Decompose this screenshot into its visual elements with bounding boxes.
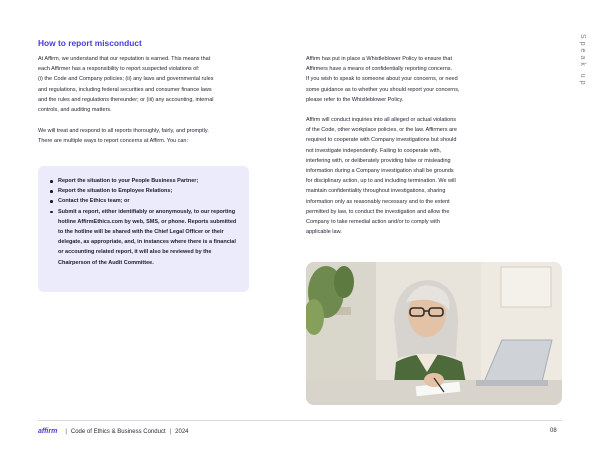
text-line: each Affirmer has a responsibility to report suspected violations of: bbox=[38, 66, 200, 73]
text-line: of the Code, other workplace policies, or the law. Affirmers are bbox=[306, 127, 457, 134]
text-line: and regulations, including federal securities and consumer finance laws bbox=[38, 86, 212, 93]
text-line: please refer to the Whistleblower Policy. bbox=[306, 96, 404, 103]
text-line: required to cooperate with Company investigations but should bbox=[306, 137, 457, 144]
investigations-paragraph bbox=[306, 115, 496, 237]
section-heading: How to report misconduct bbox=[38, 38, 142, 48]
text-line: information during a Company investigation shall be grounds bbox=[306, 168, 454, 175]
footer-doc-title: Code of Ethics & Business Conduct bbox=[70, 428, 166, 435]
text-line: some guidance as to whether you should report your concerns, bbox=[306, 86, 460, 93]
reporting-options-list bbox=[50, 176, 240, 268]
text-line: controls, and auditing matters. bbox=[38, 107, 112, 114]
footer bbox=[38, 428, 189, 435]
whistleblower-paragraph bbox=[306, 54, 496, 105]
footer-separator: | bbox=[65, 428, 67, 435]
text-line: applicable law. bbox=[306, 229, 342, 236]
footer-separator: | bbox=[169, 428, 172, 435]
list-item: Contact the Ethics team; or bbox=[50, 196, 240, 206]
text-line: permitted by law, to conduct the investigation and allow the bbox=[306, 208, 450, 215]
reporting-options-callout bbox=[38, 166, 249, 292]
text-line: information only as reasonably necessary and to the extent bbox=[306, 198, 450, 205]
text-line: There are multiple ways to report concerns at Affirm. You can: bbox=[38, 138, 189, 145]
footer-divider bbox=[38, 420, 562, 421]
list-item: Report the situation to Employee Relations; bbox=[50, 186, 240, 196]
intro-paragraph bbox=[38, 54, 278, 115]
text-line: for disciplinary action, up to and including termination. We will bbox=[306, 178, 456, 185]
reporting-options-intro bbox=[38, 126, 278, 146]
photo-woman-writing-at-laptop bbox=[306, 262, 562, 405]
side-section-label: Speak up bbox=[579, 34, 586, 88]
text-line: interfering with, or deliberately providing false or misleading bbox=[306, 157, 451, 164]
text-line: and the rules and regulations thereunder; or (iii) any accounting, internal bbox=[38, 96, 214, 103]
text-line: Company to take remedial action and/or to comply with bbox=[306, 219, 440, 226]
text-line: Affirm will conduct inquiries into all alleged or actual violations bbox=[306, 117, 457, 123]
text-line: We will treat and respond to all reports thoroughly, fairly, and promptly. bbox=[38, 128, 209, 134]
text-line: maintain confidentiality throughout investigations, sharing bbox=[306, 188, 446, 195]
list-item: Report the situation to your People Business Partner; bbox=[50, 176, 240, 186]
text-line: (i) the Code and Company policies; (ii) any laws and governmental rules bbox=[38, 76, 214, 83]
text-line: Affirmers have a means of confidentially reporting concerns. bbox=[306, 66, 453, 73]
text-line: not investigate independently. Failing to cooperate with, bbox=[306, 147, 442, 154]
text-line: If you wish to speak to someone about your concerns, or need bbox=[306, 76, 458, 83]
text-line: Affirm has put in place a Whistleblower Policy to ensure that bbox=[306, 56, 453, 62]
footer-year: 2024 bbox=[175, 428, 189, 435]
text-line: At Affirm, we understand that our reputation is earned. This means that bbox=[38, 56, 211, 62]
list-item: Submit a report, either identifiably or anonymously, to our reporting hotline AffirmEthics.com by web, SMS, or phone. Reports submitted to the hotline will be shared with the Chief Legal Officer or their delegate, as appropriate, and, in instances where there is a financial or accounting related report, it will also be reviewed by the Chairperson of the Audit Committee. bbox=[50, 207, 240, 268]
page-number: 08 bbox=[550, 428, 557, 434]
affirm-logo: affirm bbox=[38, 428, 58, 435]
